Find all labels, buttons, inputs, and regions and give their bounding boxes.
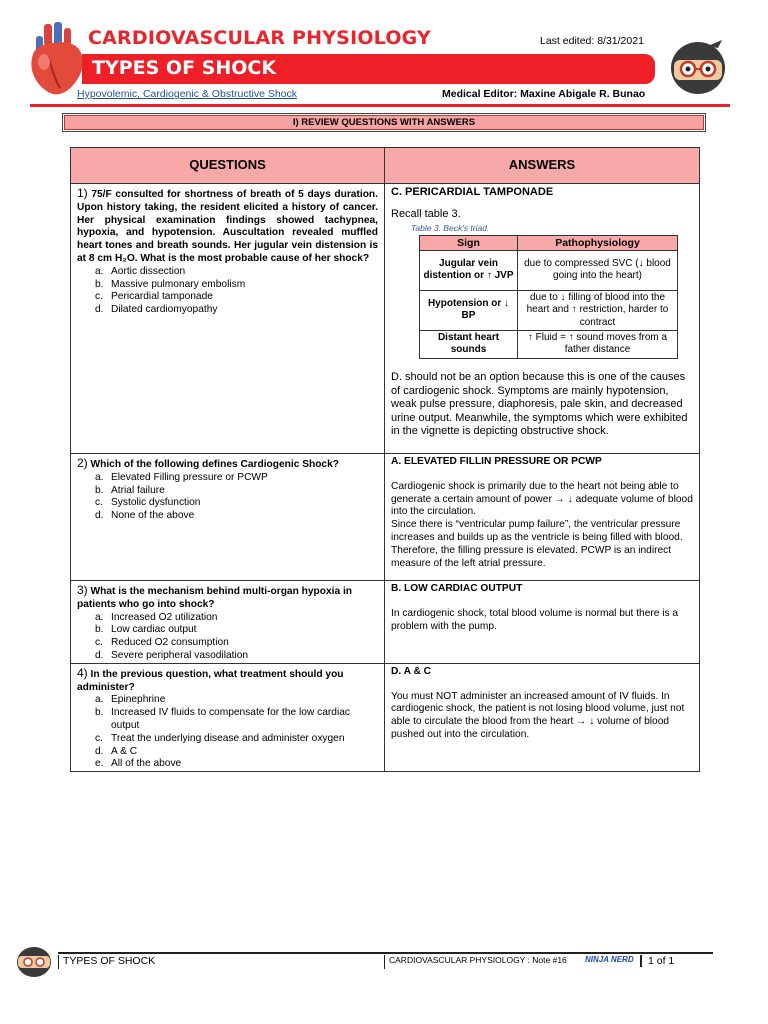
qa-table — [70, 147, 700, 772]
table-caption: Table 3. Beck's triad. — [411, 223, 490, 234]
answer-cell — [385, 663, 700, 771]
footer-brand-logo: NINJA NERD — [585, 955, 634, 964]
table-row — [71, 184, 700, 454]
document-title: CARDIOVASCULAR PHYSIOLOGY — [88, 27, 432, 49]
questions-header: QUESTIONS — [71, 148, 385, 184]
question-text: What is the mechanism behind multi-organ hypoxia in patients who go into shock? — [77, 586, 353, 610]
answers-header: ANSWERS — [385, 148, 700, 184]
sign-header: Sign — [420, 235, 518, 250]
option: c. Pericardial tamponade — [95, 291, 213, 303]
question-text: 75/F consulted for shortness of breath of 5 days duration. Upon history taking, the resident elicited a history of cancer. Her physical examination findings showed tachypnea, hypoxia, and hypotension. Auscultation revealed muffled heart tones and breath sounds. Her jugular vein distension is at 8 cm H₂O. What is the most probable cause of her shock? — [77, 189, 378, 264]
option: b. Low cardiac output — [95, 624, 197, 636]
option: a. Aortic dissection — [95, 265, 186, 277]
patho-header: Pathophysiology — [518, 235, 678, 250]
medical-editor: Medical Editor: Maxine Abigale R. Bunao — [442, 88, 646, 100]
option: d. Severe peripheral vasodilation — [95, 649, 249, 661]
question-cell: 4) In the previous question, what treatment should you administer? a. Epinephrine b. Increased IV fluids to compensate for the low cardiac output c. Treat the underlying disease and administer oxygen d. A & C e. All of the above — [71, 663, 385, 771]
option: c. Treat the underlying disease and administer oxygen — [95, 732, 345, 744]
triad-row: Hypotension or ↓ BP due to ↓ filling of blood into the heart and ↑ restriction, harder to contract — [420, 290, 678, 330]
question-cell: 2) Which of the following defines Cardiogenic Shock? a. Elevated Filling pressure or PCWP b. Atrial failure c. Systolic dysfunction d. None of the above — [71, 454, 385, 581]
triad-row: Distant heart sounds ↑ Fluid = ↑ sound moves from a father distance — [420, 330, 678, 358]
answer-intro: Recall table 3. — [391, 207, 461, 220]
option: b. Increased IV fluids to compensate for the low cardiac output — [95, 707, 350, 731]
heart-logo-icon — [26, 22, 88, 98]
answer-body: In cardiogenic shock, total blood volume is normal but there is a problem with the pump. — [391, 607, 679, 632]
question-text: Which of the following defines Cardiogenic Shock? — [90, 459, 339, 470]
option: c. Reduced O2 consumption — [95, 637, 229, 649]
last-edited-date: Last edited: 8/31/2021 — [540, 35, 644, 47]
option: a. Epinephrine — [95, 694, 166, 706]
answer-cell — [385, 454, 700, 581]
table-row — [71, 454, 700, 581]
answer-heading: B. LOW CARDIAC OUTPUT — [391, 583, 523, 594]
question-text: In the previous question, what treatment should you administer? — [77, 668, 344, 693]
answer-cell — [385, 581, 700, 664]
option: b. Massive pulmonary embolism — [95, 278, 246, 290]
option: a. Elevated Filling pressure or PCWP — [95, 471, 268, 483]
option: c. Systolic dysfunction — [95, 497, 201, 509]
question-cell: 3) What is the mechanism behind multi-organ hypoxia in patients who go into shock? a. Increased O2 utilization b. Low cardiac output c. Reduced O2 consumption d. Severe peripheral vasodilation — [71, 581, 385, 664]
answer-cell — [385, 184, 700, 454]
answer-heading: D. A & C — [391, 665, 431, 677]
ninja-mascot-icon — [668, 38, 728, 96]
section-heading-box — [62, 113, 706, 132]
options-list — [95, 694, 378, 771]
section-heading: I) REVIEW QUESTIONS WITH ANSWERS — [64, 115, 704, 130]
option: b. Atrial failure — [95, 484, 165, 496]
question-number: 1) — [77, 186, 88, 200]
option: e. All of the above — [95, 758, 182, 770]
options-list — [95, 472, 378, 523]
ninja-mascot-icon — [14, 944, 54, 978]
footer-topic: TYPES OF SHOCK — [58, 955, 155, 969]
answer-note: D. should not be an option because this is one of the causes of cardiogenic shock. Symptoms are mainly hypotension, weak pulse pressure, diaphoresis, pale skin, and decreased urine output. Meanwhile, the symptoms which were exhibited in the vignette is depicting obstructive shock. — [391, 370, 688, 438]
answer-body: You must NOT administer an increased amount of IV fluids. In cardiogenic shock, the patient is not losing blood volume, just not able to circulate the blood from the heart → ↓ volume of blood pushed out into the circulation. — [391, 690, 685, 740]
answer-heading: A. ELEVATED FILLIN PRESSURE OR PCWP — [391, 456, 602, 467]
table-row — [71, 581, 700, 664]
subtopic-link[interactable]: Hypovolemic, Cardiogenic & Obstructive Shock — [77, 88, 298, 100]
option: d. Dilated cardiomyopathy — [95, 304, 218, 316]
table-row — [71, 663, 700, 771]
triad-row: Jugular vein distention or ↑ JVP due to compressed SVC (↓ blood going into the heart) — [420, 250, 678, 290]
becks-triad-table — [419, 235, 678, 359]
option: a. Increased O2 utilization — [95, 611, 218, 623]
answer-heading: C. PERICARDIAL TAMPONADE — [391, 186, 554, 198]
page-number: 1 of 1 — [640, 955, 674, 967]
option: d. A & C — [95, 745, 138, 757]
header-divider — [30, 104, 730, 107]
options-list — [95, 266, 378, 317]
footer-divider — [58, 952, 713, 954]
answer-body: Cardiogenic shock is primarily due to the heart not being able to generate a certain amount of power → ↓ adequate volume of blood into the circulation. Since there is “ventricular pump failure”, the ventricular pressure increases and builds up as the ventricle is being filled with blood. Therefore, the filling pressure is elevated. PCWP is an indirect measure of the left atrial pressure. — [391, 480, 693, 569]
question-cell — [71, 184, 385, 454]
footer-note: CARDIOVASCULAR PHYSIOLOGY : Note #16 — [384, 955, 567, 969]
options-list — [95, 612, 378, 663]
document-subtitle: TYPES OF SHOCK — [92, 57, 277, 79]
option: d. None of the above — [95, 510, 195, 522]
